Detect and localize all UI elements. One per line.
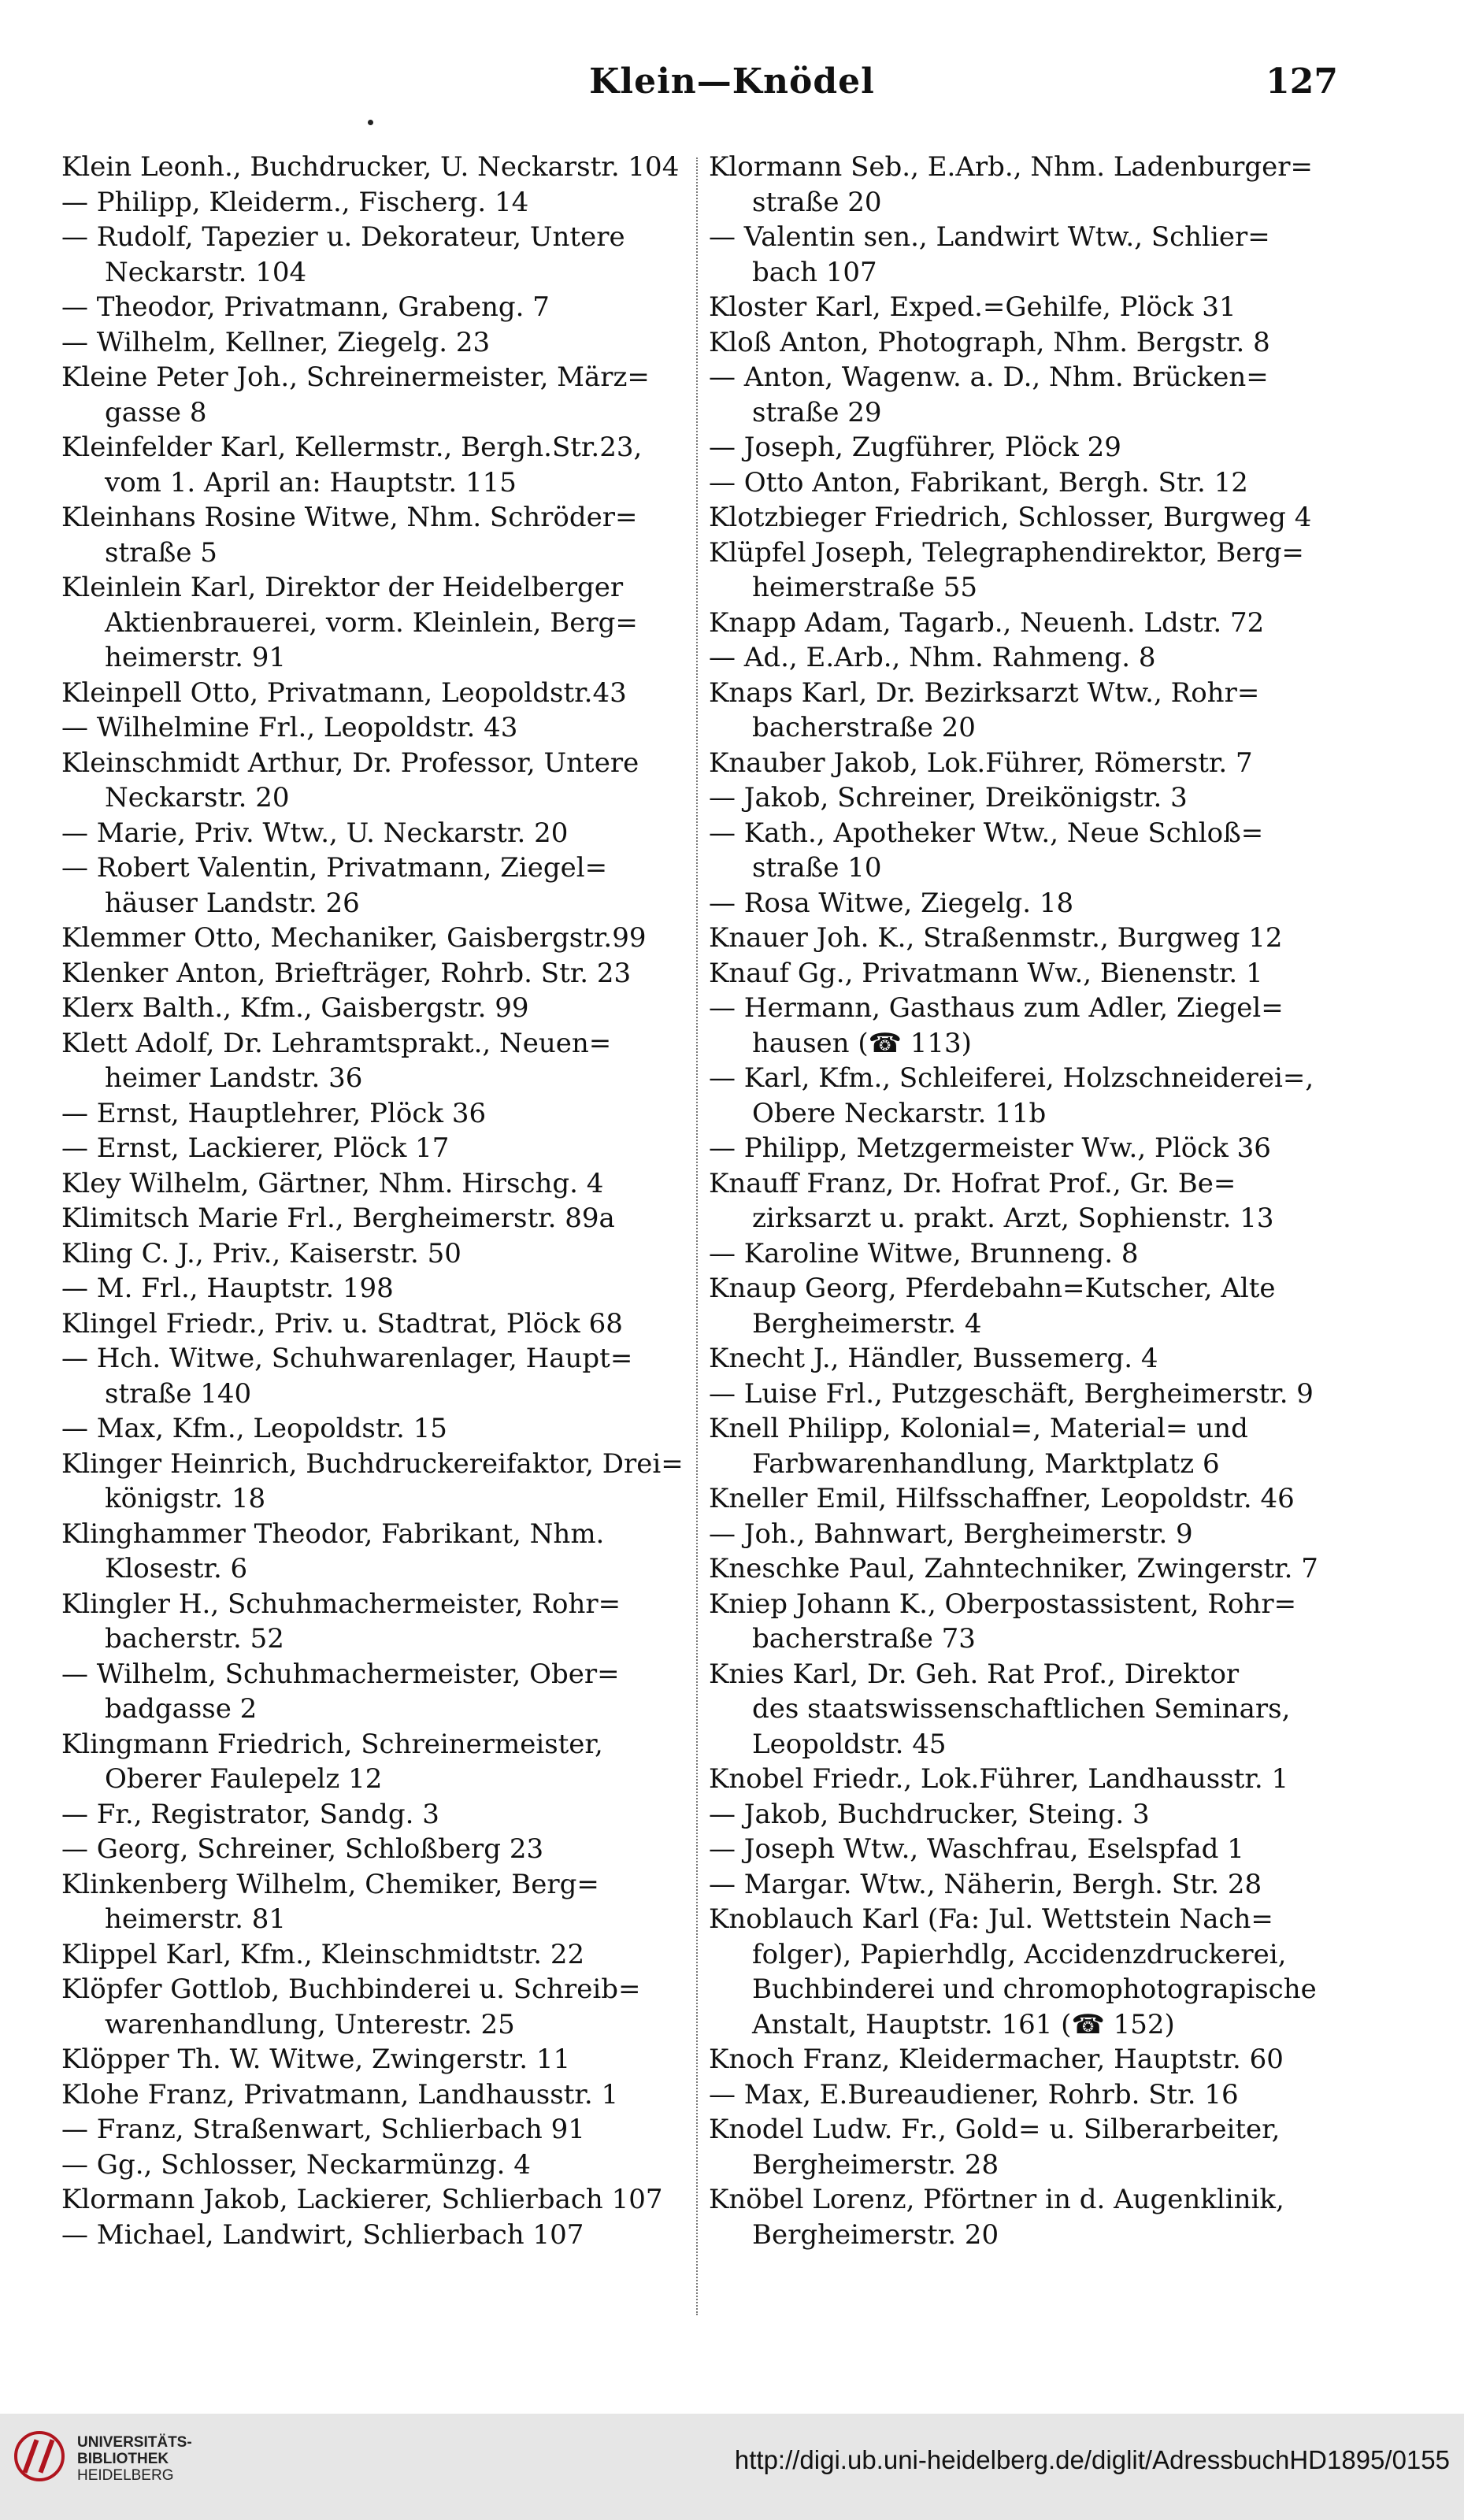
directory-entry-line: — Theodor, Privatmann, Grabeng. 7 xyxy=(61,291,550,323)
directory-entry-line: Klosestr. 6 xyxy=(105,1553,248,1584)
directory-entry-line: Klingler H., Schuhmachermeister, Rohr= xyxy=(61,1588,621,1620)
directory-entry-line: Klormann Jakob, Lackierer, Schlierbach 107 xyxy=(61,2184,663,2215)
directory-entry-line: — Franz, Straßenwart, Schlierbach 91 xyxy=(61,2114,585,2145)
directory-entry-line: Bergheimerstr. 4 xyxy=(752,1307,982,1340)
directory-entry-line: — Wilhelmine Frl., Leopoldstr. 43 xyxy=(61,712,518,743)
directory-entry-line: königstr. 18 xyxy=(105,1483,266,1514)
directory-entry-line: Knapp Adam, Tagarb., Neuenh. Ldstr. 72 xyxy=(709,606,1265,639)
directory-entry-line: — Joseph Wtw., Waschfrau, Eselspfad 1 xyxy=(709,1833,1244,1865)
directory-entry-line: — Max, E.Bureaudiener, Rohrb. Str. 16 xyxy=(709,2078,1239,2110)
directory-entry-line: Knell Philipp, Kolonial=, Material= und xyxy=(709,1413,1248,1444)
directory-entry-line: — Margar. Wtw., Näherin, Bergh. Str. 28 xyxy=(709,1868,1262,1900)
directory-entry-line: heimerstr. 91 xyxy=(105,642,287,673)
library-name xyxy=(77,2434,192,2484)
directory-entry-line: Klippel Karl, Kfm., Kleinschmidtstr. 22 xyxy=(61,1938,585,1970)
directory-entry-line: Knauff Franz, Dr. Hofrat Prof., Gr. Be= xyxy=(709,1167,1236,1199)
directory-entry-line: Kleine Peter Joh., Schreinermeister, März= xyxy=(61,361,650,393)
directory-entry-line: Knoblauch Karl (Fa: Jul. Wettstein Nach= xyxy=(709,1903,1273,1935)
directory-entry-line: Knauf Gg., Privatmann Ww., Bienenstr. 1 xyxy=(709,957,1263,989)
directory-entry-line: warenhandlung, Unterestr. 25 xyxy=(105,2008,515,2040)
directory-entry-line: bach 107 xyxy=(752,256,877,288)
directory-entry-line: häuser Landstr. 26 xyxy=(105,887,360,919)
directory-entry-line: Neckarstr. 20 xyxy=(105,782,290,813)
directory-entry-line: Klingel Friedr., Priv. u. Stadtrat, Plöck 68 xyxy=(61,1307,623,1340)
directory-entry-line: Knobel Friedr., Lok.Führer, Landhausstr. 1 xyxy=(709,1763,1289,1795)
directory-entry-line: — Fr., Registrator, Sandg. 3 xyxy=(61,1798,439,1830)
directory-entry-line: straße 140 xyxy=(105,1377,252,1410)
directory-entry-line: Bergheimerstr. 20 xyxy=(752,2218,999,2251)
directory-entry-line: Knaps Karl, Dr. Bezirksarzt Wtw., Rohr= xyxy=(709,676,1260,709)
directory-entry-line: Klinghammer Theodor, Fabrikant, Nhm. xyxy=(61,1518,605,1550)
directory-entry-line: — Ad., E.Arb., Nhm. Rahmeng. 8 xyxy=(709,642,1156,673)
directory-entry-line: Knies Karl, Dr. Geh. Rat Prof., Direktor xyxy=(709,1658,1240,1690)
directory-entry-line: — Ernst, Lackierer, Plöck 17 xyxy=(61,1132,450,1164)
directory-entry-line: gasse 8 xyxy=(105,396,207,428)
directory-entry-line: Klinkenberg Wilhelm, Chemiker, Berg= xyxy=(61,1868,599,1900)
directory-entry-line: vom 1. April an: Hauptstr. 115 xyxy=(105,466,517,498)
source-url-link[interactable]: http://digi.ub.uni-heidelberg.de/diglit/AdressbuchHD1895/0155 xyxy=(734,2445,1450,2474)
directory-entry-line: — Kath., Apotheker Wtw., Neue Schloß= xyxy=(709,817,1264,849)
directory-entry-line: Bergheimerstr. 28 xyxy=(752,2148,999,2181)
directory-entry-line: Klohe Franz, Privatmann, Landhausstr. 1 xyxy=(61,2078,619,2110)
directory-entry-line: — Max, Kfm., Leopoldstr. 15 xyxy=(61,1413,447,1444)
directory-entry-line: hausen (☎ 113) xyxy=(752,1027,972,1059)
ink-dot xyxy=(368,120,373,125)
directory-entry-line: Klöpfer Gottlob, Buchbinderei u. Schreib= xyxy=(61,1973,641,2005)
university-library-logo-icon xyxy=(14,2431,65,2481)
directory-entry-line: — Philipp, Metzgermeister Ww., Plöck 36 xyxy=(709,1132,1271,1164)
directory-entry-line: Klein Leonh., Buchdrucker, U. Neckarstr. 104 xyxy=(61,151,680,183)
directory-entry-line: Klöpper Th. W. Witwe, Zwingerstr. 11 xyxy=(61,2044,571,2075)
directory-entry-line: bacherstraße 20 xyxy=(752,712,976,743)
directory-entry-line: heimer Landstr. 36 xyxy=(105,1062,363,1094)
directory-entry-line: — Georg, Schreiner, Schloßberg 23 xyxy=(61,1833,544,1865)
directory-entry-line: — Jakob, Schreiner, Dreikönigstr. 3 xyxy=(709,782,1188,813)
directory-entry-line: — Otto Anton, Fabrikant, Bergh. Str. 12 xyxy=(709,466,1248,498)
library-name-line: UNIVERSITÄTS- xyxy=(77,2434,192,2451)
directory-entry-line: — Joh., Bahnwart, Bergheimerstr. 9 xyxy=(709,1518,1193,1550)
directory-entry-line: Klenker Anton, Briefträger, Rohrb. Str. 23 xyxy=(61,957,632,989)
directory-entry-line: Kniep Johann K., Oberpostassistent, Rohr= xyxy=(709,1588,1297,1620)
directory-entry-line: — Philipp, Kleiderm., Fischerg. 14 xyxy=(61,186,529,218)
directory-entry-line: Kleinschmidt Arthur, Dr. Professor, Untere xyxy=(61,747,639,779)
directory-entry-line: Kloß Anton, Photograph, Nhm. Bergstr. 8 xyxy=(709,326,1270,358)
directory-entry-line: Kley Wilhelm, Gärtner, Nhm. Hirschg. 4 xyxy=(61,1167,604,1199)
footer-bar xyxy=(0,2414,1464,2520)
directory-entry-line: Kloster Karl, Exped.=Gehilfe, Plöck 31 xyxy=(709,291,1236,323)
directory-entry-line: Klormann Seb., E.Arb., Nhm. Ladenburger= xyxy=(709,151,1314,183)
directory-entry-line: — Gg., Schlosser, Neckarmünzg. 4 xyxy=(61,2148,531,2181)
directory-entry-line: — Michael, Landwirt, Schlierbach 107 xyxy=(61,2218,584,2251)
directory-entry-line: Kleinhans Rosine Witwe, Nhm. Schröder= xyxy=(61,502,638,533)
directory-entry-line: Anstalt, Hauptstr. 161 (☎ 152) xyxy=(752,2008,1175,2040)
directory-entry-line: Klerx Balth., Kfm., Gaisbergstr. 99 xyxy=(61,992,529,1024)
directory-entry-line: Obere Neckarstr. 11b xyxy=(752,1097,1047,1129)
directory-entry-line: — Rudolf, Tapezier u. Dekorateur, Untere xyxy=(61,221,625,253)
directory-entry-line: Knauer Joh. K., Straßenmstr., Burgweg 12 xyxy=(709,922,1283,954)
directory-entry-line: — Robert Valentin, Privatmann, Ziegel= xyxy=(61,852,608,884)
directory-entry-line: Farbwarenhandlung, Marktplatz 6 xyxy=(752,1447,1220,1480)
directory-entry-line: Klinger Heinrich, Buchdruckereifaktor, Drei= xyxy=(61,1447,684,1480)
directory-entry-line: Klimitsch Marie Frl., Bergheimerstr. 89a xyxy=(61,1203,615,1234)
directory-entry-line: straße 5 xyxy=(105,536,217,569)
directory-entry-line: — Marie, Priv. Wtw., U. Neckarstr. 20 xyxy=(61,817,569,849)
page-header xyxy=(0,55,1464,118)
directory-entry-line: Leopoldstr. 45 xyxy=(752,1728,947,1760)
right-column xyxy=(709,150,1339,2252)
directory-entry-line: — Valentin sen., Landwirt Wtw., Schlier= xyxy=(709,221,1270,253)
directory-entry-line: Klingmann Friedrich, Schreinermeister, xyxy=(61,1728,603,1760)
directory-entry-line: — Ernst, Hauptlehrer, Plöck 36 xyxy=(61,1097,487,1129)
directory-entry-line: bacherstr. 52 xyxy=(105,1623,284,1655)
directory-entry-line: Kneschke Paul, Zahntechniker, Zwingerstr. 7 xyxy=(709,1553,1318,1584)
directory-entry-line: — M. Frl., Hauptstr. 198 xyxy=(61,1273,394,1304)
directory-entry-line: Knöbel Lorenz, Pförtner in d. Augenklinik, xyxy=(709,2184,1284,2215)
directory-entry-line: — Hch. Witwe, Schuhwarenlager, Haupt= xyxy=(61,1343,633,1374)
directory-entry-line: Buchbinderei und chromophotograpische xyxy=(752,1973,1317,2005)
directory-entry-line: Kling C. J., Priv., Kaiserstr. 50 xyxy=(61,1237,461,1269)
directory-entry-line: Kleinpell Otto, Privatmann, Leopoldstr.43 xyxy=(61,676,627,709)
directory-entry-line: Knaup Georg, Pferdebahn=Kutscher, Alte xyxy=(709,1273,1276,1304)
directory-entry-line: — Karoline Witwe, Brunneng. 8 xyxy=(709,1237,1139,1269)
directory-entry-line: — Wilhelm, Kellner, Ziegelg. 23 xyxy=(61,326,491,358)
directory-entry-line: — Rosa Witwe, Ziegelg. 18 xyxy=(709,887,1074,919)
directory-entry-line: Klotzbieger Friedrich, Schlosser, Burgweg 4 xyxy=(709,502,1312,533)
directory-entry-line: folger), Papierhdlg, Accidenzdruckerei, xyxy=(752,1938,1287,1970)
directory-entry-line: Kleinlein Karl, Direktor der Heidelberger xyxy=(61,572,624,603)
directory-entry-line: straße 29 xyxy=(752,396,882,428)
directory-entry-line: Aktienbrauerei, vorm. Kleinlein, Berg= xyxy=(105,606,638,639)
directory-entry-line: straße 20 xyxy=(752,186,882,218)
directory-entry-line: — Luise Frl., Putzgeschäft, Bergheimerstr. 9 xyxy=(709,1377,1314,1410)
directory-entry-line: Kleinfelder Karl, Kellermstr., Bergh.Str.23, xyxy=(61,432,643,463)
directory-entry-line: straße 10 xyxy=(752,852,882,884)
directory-entry-line: Knoch Franz, Kleidermacher, Hauptstr. 60 xyxy=(709,2044,1284,2075)
directory-entry-line: — Anton, Wagenw. a. D., Nhm. Brücken= xyxy=(709,361,1269,393)
directory-entry-line: des staatswissenschaftlichen Seminars, xyxy=(752,1693,1291,1725)
directory-entry-line: — Jakob, Buchdrucker, Steing. 3 xyxy=(709,1798,1150,1830)
directory-entry-line: — Hermann, Gasthaus zum Adler, Ziegel= xyxy=(709,992,1284,1024)
directory-entry-line: heimerstr. 81 xyxy=(105,1903,287,1935)
library-name-line: HEIDELBERG xyxy=(77,2467,174,2484)
directory-entry-line: bacherstraße 73 xyxy=(752,1623,976,1655)
left-column xyxy=(61,150,715,2252)
directory-entry-line: Klüpfel Joseph, Telegraphendirektor, Berg= xyxy=(709,536,1304,569)
directory-entry-line: Kneller Emil, Hilfsschaffner, Leopoldstr. 46 xyxy=(709,1483,1295,1514)
page-title: Klein—Knödel xyxy=(589,61,875,102)
directory-entry-line: Knodel Ludw. Fr., Gold= u. Silberarbeiter, xyxy=(709,2114,1281,2145)
directory-entry-line: zirksarzt u. prakt. Arzt, Sophienstr. 13 xyxy=(752,1203,1274,1234)
directory-entry-line: — Wilhelm, Schuhmachermeister, Ober= xyxy=(61,1658,620,1690)
directory-entry-line: badgasse 2 xyxy=(105,1693,258,1725)
directory-entry-line: Knecht J., Händler, Bussemerg. 4 xyxy=(709,1343,1158,1374)
directory-entry-line: — Joseph, Zugführer, Plöck 29 xyxy=(709,432,1121,463)
library-name-line: BIBLIOTHEK xyxy=(77,2451,169,2467)
directory-entry-line: Neckarstr. 104 xyxy=(105,256,307,288)
directory-entry-line: Oberer Faulepelz 12 xyxy=(105,1763,383,1795)
directory-entry-line: heimerstraße 55 xyxy=(752,572,978,603)
directory-entry-line: Knauber Jakob, Lok.Führer, Römerstr. 7 xyxy=(709,747,1253,779)
directory-entry-line: Klett Adolf, Dr. Lehramtsprakt., Neuen= xyxy=(61,1027,612,1059)
column-divider xyxy=(696,158,698,2315)
page-number: 127 xyxy=(1266,61,1338,102)
directory-entry-line: — Karl, Kfm., Schleiferei, Holzschneiderei=, xyxy=(709,1062,1314,1094)
directory-entry-line: Klemmer Otto, Mechaniker, Gaisbergstr.99 xyxy=(61,922,647,954)
